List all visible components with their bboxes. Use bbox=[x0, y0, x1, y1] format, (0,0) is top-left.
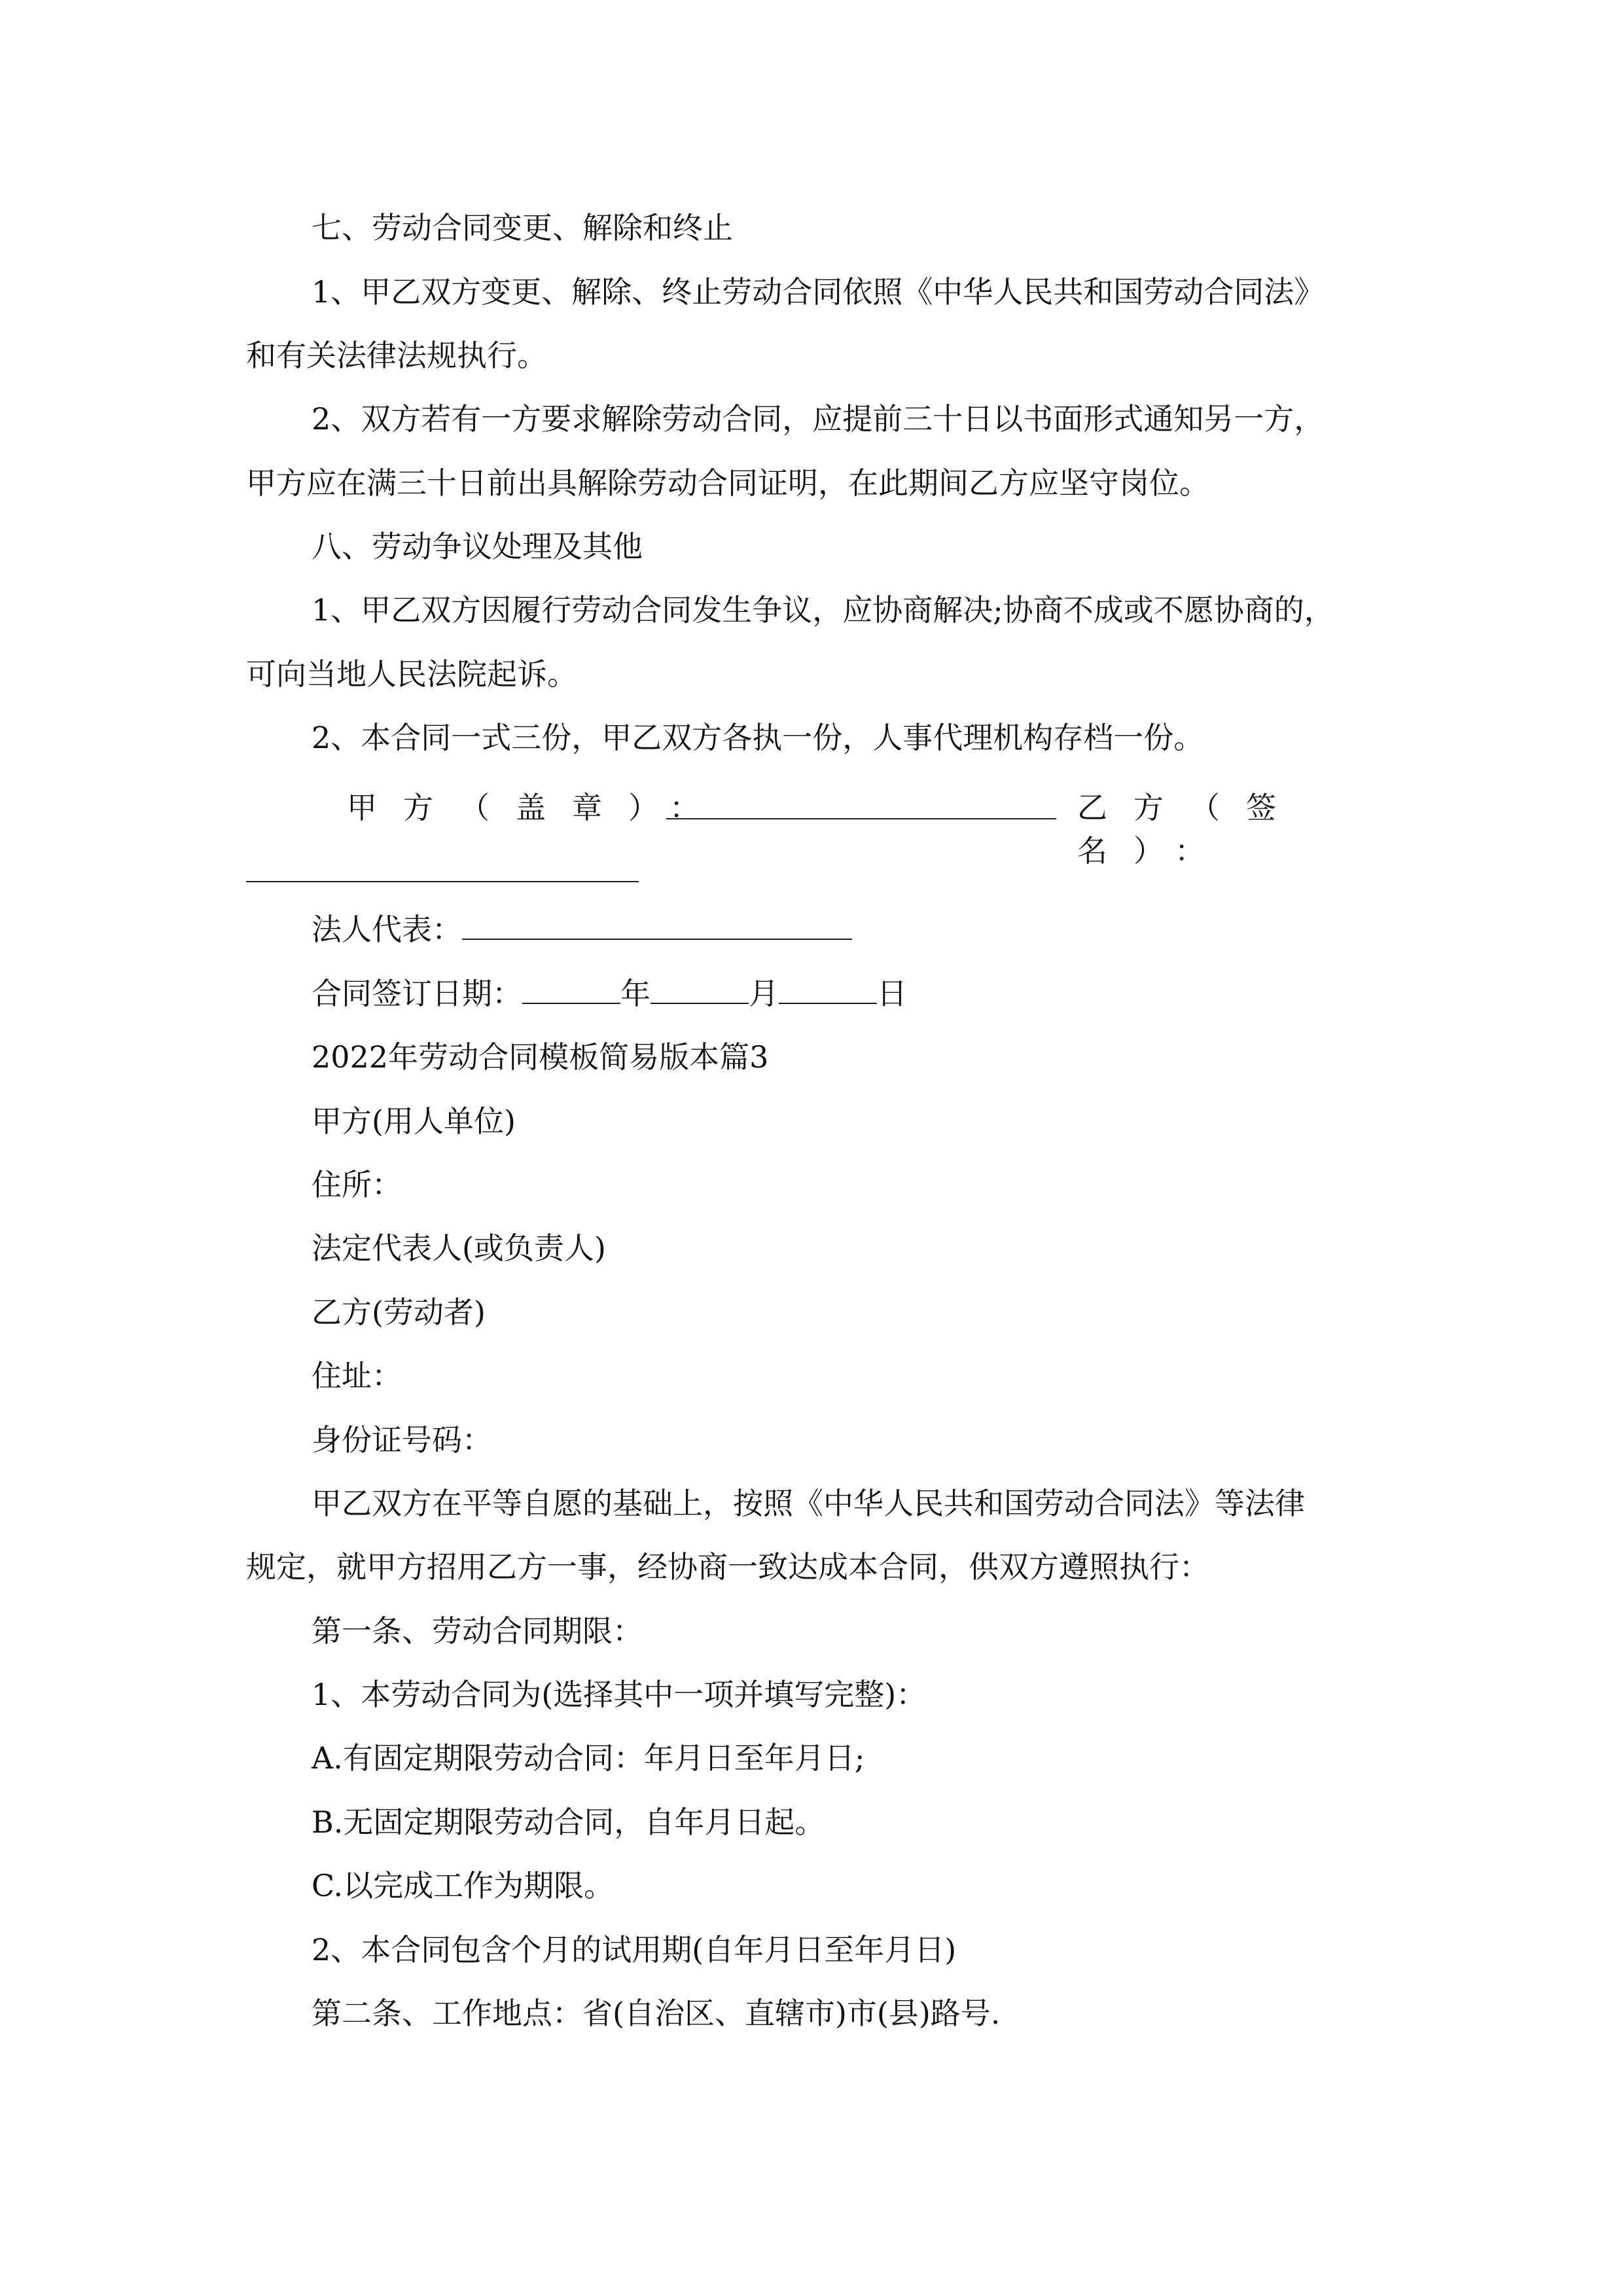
sign-date-row bbox=[312, 974, 907, 1013]
residence-label: 住所： bbox=[312, 1167, 402, 1202]
section-8-paragraph-1-line-1: 1、甲乙双方因履行劳动合同发生争议，应协商解决;协商不成或不愿协商的， bbox=[312, 592, 1334, 628]
sign-date-label: 合同签订日期： bbox=[312, 976, 522, 1011]
clause-1-item-2: 2、本合同包含个月的试用期(自年月日至年月日) bbox=[312, 1932, 957, 1967]
clause-1-heading: 第一条、劳动合同期限： bbox=[312, 1613, 643, 1649]
year-label: 年 bbox=[620, 976, 651, 1011]
party-b-worker: 乙方(劳动者) bbox=[312, 1295, 486, 1330]
section-7-paragraph-1-line-2: 和有关法律法规执行。 bbox=[246, 338, 547, 373]
article-3-title: 2022年劳动合同模板简易版本篇3 bbox=[312, 1039, 769, 1075]
legal-rep-line bbox=[462, 910, 852, 940]
section-7-paragraph-2-line-1: 2、双方若有一方要求解除劳动合同，应提前三十日以书面形式通知另一方， bbox=[312, 401, 1325, 437]
section-7-paragraph-2-line-2: 甲方应在满三十日前出具解除劳动合同证明，在此期间乙方应坚守岗位。 bbox=[246, 465, 1209, 501]
clause-1-item-1: 1、本劳动合同为(选择其中一项并填写完整)： bbox=[312, 1677, 927, 1712]
signature-row bbox=[347, 784, 1368, 869]
section-8-paragraph-1-line-2: 可向当地人民法院起诉。 bbox=[246, 656, 577, 692]
party-a-employer: 甲方(用人单位) bbox=[312, 1103, 516, 1139]
year-blank bbox=[522, 974, 620, 1004]
option-b: B.无固定期限劳动合同，自年月日起。 bbox=[312, 1804, 825, 1840]
id-number-label: 身份证号码： bbox=[312, 1422, 492, 1458]
section-8-heading: 八、劳动争议处理及其他 bbox=[312, 529, 643, 564]
day-blank bbox=[779, 974, 877, 1004]
clause-2-heading: 第二条、工作地点：省(自治区、直辖市)市(县)路号. bbox=[312, 1996, 1001, 2031]
party-b-signature-line bbox=[246, 881, 639, 882]
party-a-seal-line bbox=[666, 818, 1056, 819]
section-8-paragraph-2: 2、本合同一式三份，甲乙双方各执一份，人事代理机构存档一份。 bbox=[312, 720, 1204, 755]
address-label: 住址： bbox=[312, 1358, 402, 1393]
party-b-signature-label: 乙方（签名）： bbox=[1077, 790, 1302, 869]
option-a: A.有固定期限劳动合同：年月日至年月日; bbox=[312, 1740, 865, 1776]
preamble-line-1: 甲乙双方在平等自愿的基础上，按照《中华人民共和国劳动合同法》等法律 bbox=[312, 1486, 1305, 1521]
legal-rep-label: 法人代表： bbox=[312, 912, 462, 947]
section-7-paragraph-1-line-1: 1、甲乙双方变更、解除、终止劳动合同依照《中华人民共和国劳动合同法》 bbox=[312, 274, 1325, 310]
party-a-seal-label: 甲方（盖章）： bbox=[347, 790, 726, 825]
day-label: 日 bbox=[877, 976, 907, 1011]
legal-rep-row bbox=[312, 910, 852, 949]
month-label: 月 bbox=[749, 976, 779, 1011]
option-c: C.以完成工作为期限。 bbox=[312, 1868, 615, 1903]
section-7-heading: 七、劳动合同变更、解除和终止 bbox=[312, 210, 733, 245]
month-blank bbox=[651, 974, 749, 1004]
preamble-line-2: 规定，就甲方招用乙方一事，经协商一致达成本合同，供双方遵照执行： bbox=[246, 1549, 1209, 1585]
legal-representative-label: 法定代表人(或负责人) bbox=[312, 1230, 606, 1266]
